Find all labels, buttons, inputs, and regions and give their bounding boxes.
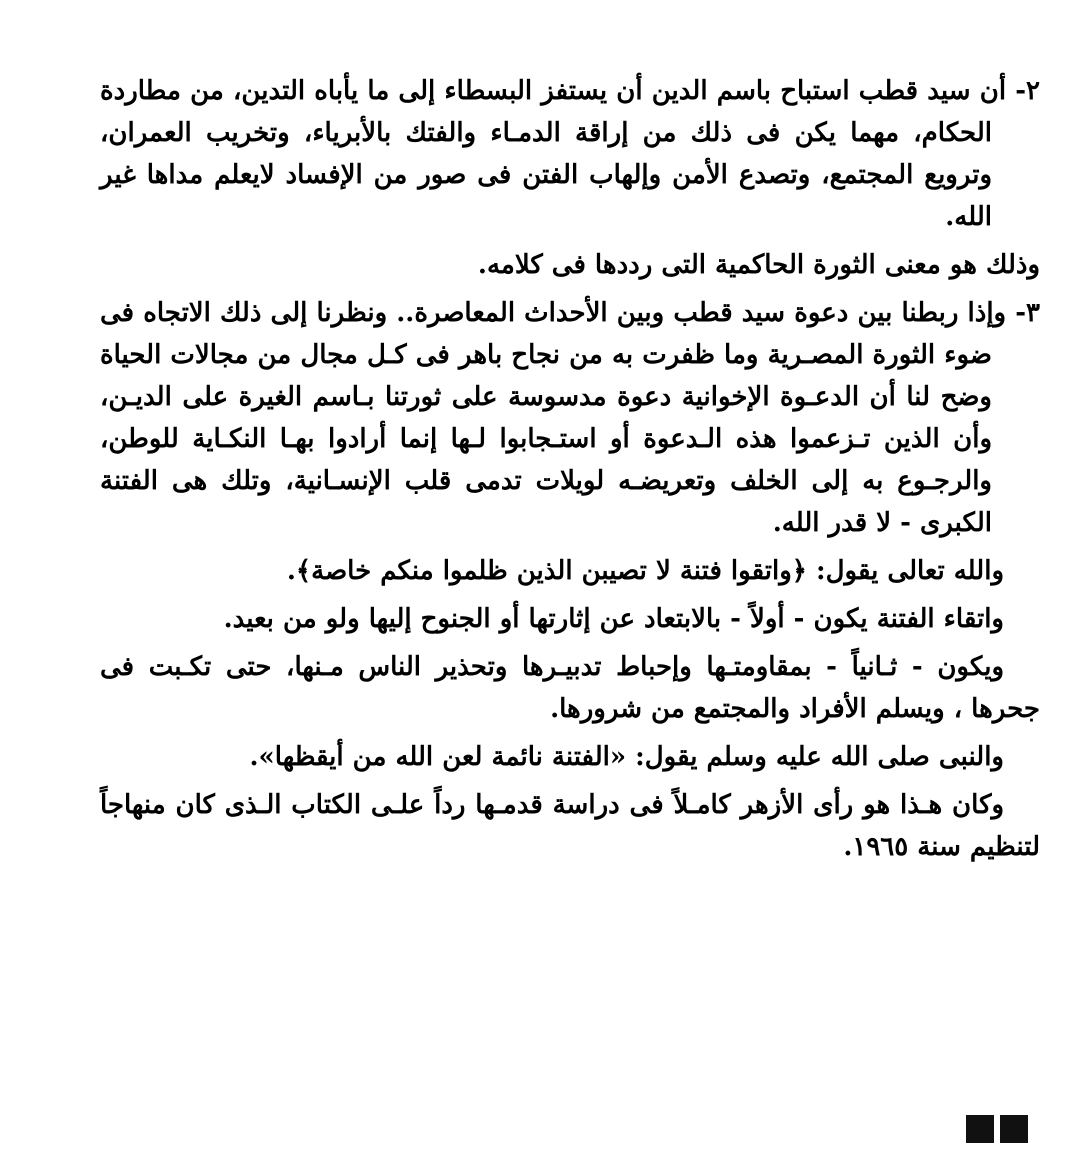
azhar-opinion-paragraph: وكان هـذا هو رأى الأزهر كامـلاً فى دراسة قدمـها رداً علـى الكتاب الـذى كان منهاجاً لتنظيم سنة ١٩٦٥.: [100, 790, 1040, 862]
end-square-icon: [1000, 1115, 1028, 1143]
avoid-fitna-first-paragraph: واتقاء الفتنة يكون - أولاً - بالابتعاد عن إثارتها أو الجنوح إليها ولو من بعيد.: [223, 604, 1004, 634]
point-2-paragraph: ٢- أن سيد قطب استباح باسم الدين أن يستفز البسطاء إلى ما يأباه التدين، من مطاردة الحكام، مهما يكن فى ذلك من إراقة الدمـاء والفتك بالأبرياء، وتخريب العمران، وترويع المجتمع، وتصدع الأمن وإلهاب الفتن فى صور من الإفساد لايعلم مداها غير الله.: [100, 76, 1040, 232]
hadith-quote-paragraph: والنبى صلى الله عليه وسلم يقول: «الفتنة نائمة لعن الله من أيقظها».: [249, 742, 1004, 772]
end-of-section-mark: [966, 1115, 1028, 1143]
document-page: [100, 70, 1040, 874]
end-square-icon: [966, 1115, 994, 1143]
quran-quote-paragraph: والله تعالى يقول: ﴿واتقوا فتنة لا تصيبن الذين ظلموا منكم خاصة﴾.: [286, 556, 1004, 586]
avoid-fitna-second-paragraph: ويكون - ثـانياً - بمقاومتـها وإحباط تدبيـرها وتحذير الناس مـنها، حتى تكـبت فى جحرها ، ويسلم الأفراد والمجتمع من شرورها.: [100, 652, 1040, 724]
revolution-meaning-paragraph: وذلك هو معنى الثورة الحاكمية التى رددها فى كلامه.: [477, 250, 1040, 280]
point-3-paragraph: ٣- وإذا ربطنا بين دعوة سيد قطب وبين الأحداث المعاصرة.. ونظرنا إلى ذلك الاتجاه فى ضوء الثورة المصـرية وما ظفرت به من نجاح باهر فى كـل مجال من مجالات الحياة وضح لنا أن الدعـوة الإخوانية دعوة مدسوسة على ثورتنا بـاسم الغيرة على الديـن، وأن الذين تـزعموا هذه الـدعوة أو استـجابوا لـها إنما أرادوا بهـا النكـاية للوطن، والرجـوع به إلى الخلف وتعريضـه لويلات تدمى قلب الإنسـانية، وتلك هى الفتنة الكبرى - لا قدر الله.: [100, 298, 1040, 538]
